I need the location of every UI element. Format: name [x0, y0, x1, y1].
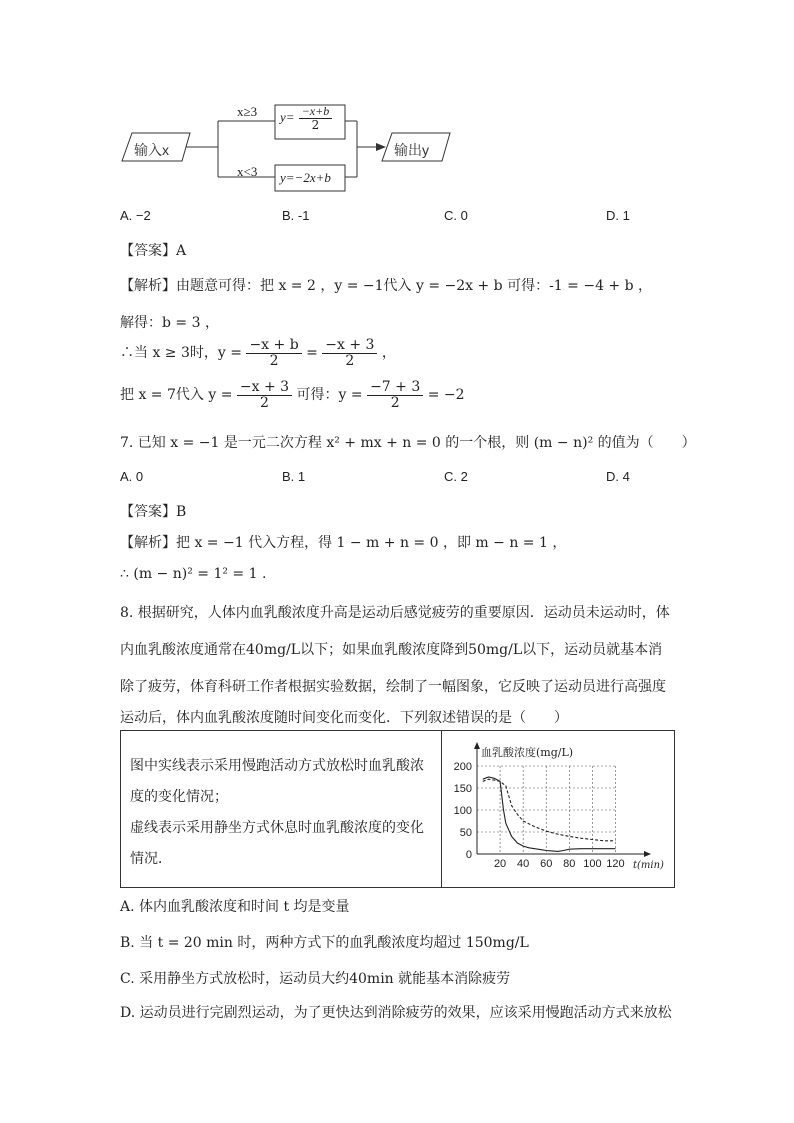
q6-answer: 【答案】A: [120, 243, 187, 259]
q8-line-2: 内血乳酸浓度通常在40mg/L以下；如果血乳酸浓度降到50mg/L以下，运动员就基本消: [120, 642, 663, 658]
q6-a3-f2-num: −x + 3: [322, 338, 377, 354]
x-axis-arrow-icon: [644, 851, 651, 857]
q6-a3-f1-num: −x + b: [246, 338, 301, 354]
q8-box-text-4: 情况．: [130, 851, 172, 867]
q6-a4-f1-den: 2: [260, 394, 269, 411]
q6-option-c: C. 0: [444, 208, 468, 223]
q8-line-3: 除了疲劳，体育科研工作者根据实验数据，绘制了一幅图象，它反映了运动员进行高强度: [120, 679, 666, 695]
x-axis-label: t(min): [633, 860, 664, 871]
y-tick-label: 200: [453, 761, 472, 773]
x-tick-label: 80: [563, 858, 576, 870]
q8-box-text-3: 虚线表示采用静坐方式休息时血乳酸浓度的变化: [130, 820, 424, 836]
y-tick-label: 100: [453, 805, 472, 817]
formula-bottom: y=−2x+b: [280, 170, 331, 185]
q7-option-d: D. 4: [606, 469, 630, 484]
q6-option-a: A. −2: [120, 208, 151, 223]
x-tick-label: 60: [540, 858, 553, 870]
q6-a4-prefix: 把 x = 7代入 y =: [120, 387, 233, 404]
y-tick-label: 50: [459, 827, 472, 839]
q6-option-d: D. 1: [606, 208, 630, 223]
lactate-chart: [445, 738, 670, 876]
q7-answer: 【答案】B: [120, 504, 187, 520]
q6-a4-f1-num: −x + 3: [237, 380, 292, 396]
q6-a3-suffix: ，: [381, 345, 396, 362]
cond-top: x≥3: [237, 104, 258, 119]
formula-top-den: 2: [311, 117, 320, 132]
q7-option-a: A. 0: [120, 469, 144, 484]
x-tick-label: 100: [583, 858, 602, 870]
output-label: 输出y: [394, 142, 429, 158]
q8-line-1: 8. 根据研究，人体内血乳酸浓度升高是运动后感觉疲劳的重要原因．运动员未运动时，体: [120, 605, 670, 621]
q6-a4-mid: 可得：y =: [296, 387, 363, 404]
q8-box-text-2: 度的变化情况；: [130, 789, 228, 805]
q6-option-b: B. -1: [282, 208, 310, 223]
formula-top-lhs: y=: [280, 109, 295, 125]
q8-option-b: B. 当 t = 20 min 时，两种方式下的血乳酸浓度均超过 150mg/L: [120, 935, 529, 951]
q7-analysis-2: ∴ (m − n)² = 1² = 1 .: [120, 566, 267, 582]
q8-box-text-1: 图中实线表示采用慢跑活动方式放松时血乳酸浓: [130, 758, 424, 774]
y-axis-arrow-icon: [474, 742, 480, 749]
x-tick-label: 120: [606, 858, 625, 870]
q7-option-c: C. 2: [444, 469, 468, 484]
q8-option-a: A. 体内血乳酸浓度和时间 t 均是变量: [120, 899, 350, 915]
y-tick-label: 0: [465, 849, 472, 861]
cond-bottom: x<3: [237, 164, 258, 179]
q6-a4-f2-num: −7 + 3: [367, 380, 423, 396]
q6-a4-suffix: = −2: [427, 387, 465, 404]
q7-analysis-1: 【解析】把 x = −1 代入方程，得 1 − m + n = 0 ，即 m − n = 1 ，: [120, 535, 567, 551]
q6-a3-f2-den: 2: [345, 352, 355, 369]
q7-option-b: B. 1: [282, 469, 306, 484]
q6-a3-eq: =: [306, 345, 318, 362]
input-label: 输入x: [134, 142, 169, 158]
y-tick-label: 150: [453, 783, 472, 795]
q6-a3-prefix: ∴当 x ≥ 3时，y =: [120, 345, 242, 362]
q6-analysis-3: [120, 338, 396, 368]
q6-analysis-2: 解得：b = 3 ，: [120, 315, 219, 331]
formula-top-num: −x+b: [299, 105, 333, 119]
q6-analysis-4: [120, 380, 465, 410]
q6-analysis-1: 【解析】由题意可得：把 x = 2 ，y = −1代入 y = −2x + b 可得：-1 = −4 + b ，: [120, 278, 653, 294]
x-tick-label: 40: [517, 858, 530, 870]
y-axis-label: 血乳酸浓度(mg/L): [481, 746, 574, 759]
formula-top: [280, 105, 332, 131]
q6-a3-f1-den: 2: [269, 352, 279, 369]
q8-line-4: 运动后，体内血乳酸浓度随时间变化而变化．下列叙述错误的是（ ）: [120, 710, 568, 726]
q8-option-c: C. 采用静坐方式放松时，运动员大约40min 就能基本消除疲劳: [120, 971, 511, 987]
arrow-head-icon: [376, 143, 386, 151]
q7-question: 7. 已知 x = −1 是一元二次方程 x² + mx + n = 0 的一个根，则 (m − n)² 的值为（ ）: [120, 435, 696, 451]
q6-a4-f2-den: 2: [390, 394, 400, 411]
q8-option-d: D. 运动员进行完剧烈运动，为了更快达到消除疲劳的效果，应该采用慢跑活动方式来放松: [120, 1005, 672, 1021]
x-tick-label: 20: [493, 858, 507, 870]
